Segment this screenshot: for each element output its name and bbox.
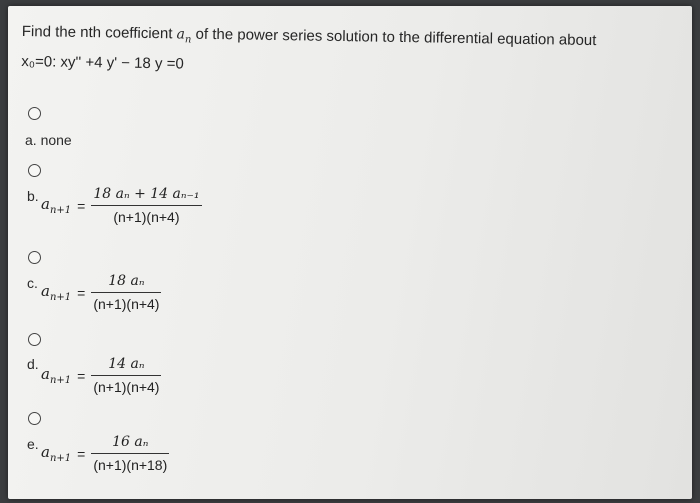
- radio-option-a[interactable]: [28, 107, 41, 120]
- fraction: [91, 273, 161, 312]
- fraction-numerator: 16 aₙ: [112, 434, 149, 450]
- fraction-numerator: 18 aₙ: [108, 273, 145, 289]
- fraction-bar: [91, 292, 161, 293]
- option-a-text: a. none: [25, 132, 72, 148]
- fraction: [91, 186, 201, 225]
- option-e-formula: [41, 434, 169, 473]
- option-e-letter: e.: [27, 436, 39, 452]
- formula-lhs: $a_{n+1}$: [41, 282, 72, 304]
- option-c-formula: [41, 273, 161, 312]
- formula-lhs: $a_{n+1}$: [41, 443, 72, 465]
- fraction-denominator: (n+1)(n+4): [93, 379, 160, 396]
- radio-option-e[interactable]: [28, 412, 41, 425]
- equals-sign: =: [77, 445, 86, 462]
- radio-option-c[interactable]: [28, 251, 41, 264]
- fraction-bar: [91, 375, 161, 376]
- fraction-bar: [91, 453, 169, 454]
- radio-option-b[interactable]: [28, 164, 41, 177]
- quiz-panel: [8, 6, 692, 499]
- fraction-denominator: (n+1)(n+4): [113, 209, 180, 226]
- fraction-bar: [91, 205, 201, 206]
- question-line-2: x₀=0: xy'' +4 y' − 18 y =0: [21, 52, 184, 73]
- equals-sign: =: [77, 284, 86, 301]
- option-d-letter: d.: [27, 356, 39, 372]
- question-text-before: Find the nth coefficient: [21, 22, 173, 43]
- option-b-formula: [41, 186, 202, 225]
- formula-lhs: $a_{n+1}$: [41, 195, 72, 217]
- equals-sign: =: [77, 367, 86, 384]
- option-b-letter: b.: [27, 188, 39, 204]
- fraction-denominator: (n+1)(n+18): [93, 457, 168, 474]
- option-c-letter: c.: [27, 275, 38, 291]
- fraction-numerator: 14 aₙ: [108, 356, 145, 372]
- fraction-denominator: (n+1)(n+4): [93, 296, 160, 313]
- coefficient-symbol: $a_n$: [176, 26, 192, 46]
- radio-option-d[interactable]: [28, 333, 41, 346]
- formula-lhs: $a_{n+1}$: [41, 365, 72, 387]
- fraction: [91, 356, 161, 395]
- fraction-numerator: 18 aₙ + 14 aₙ₋₁: [93, 186, 200, 202]
- option-d-formula: [41, 356, 161, 395]
- question-text-after: of the power series solution to the differential equation about: [195, 25, 597, 50]
- fraction: [91, 434, 169, 473]
- equals-sign: =: [77, 197, 86, 214]
- question-text: [21, 20, 596, 83]
